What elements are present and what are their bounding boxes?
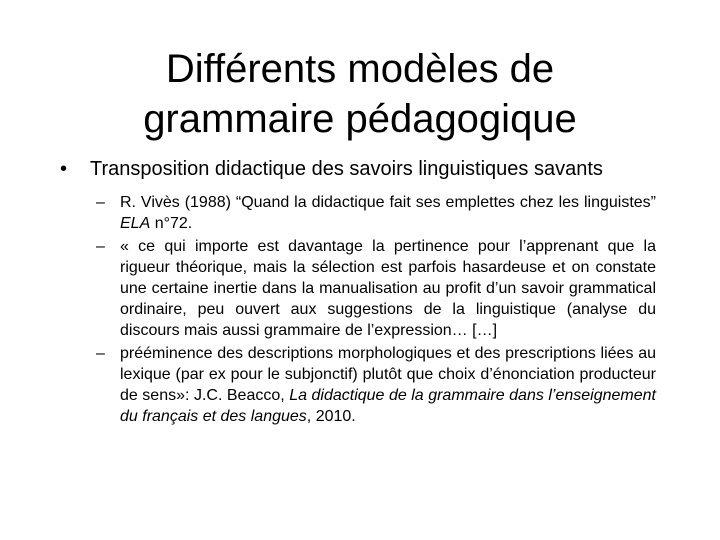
sub-text-plain: prééminence des descriptions morphologiques et des prescriptions liées au lexique (par ex pour le subjonctif) plutôt que choix d’énonciation producteur de sens»: J.C. Beacco, (120, 345, 656, 404)
sub-bullet-marker: – (96, 194, 105, 211)
book-title: La didactique de la grammaire dans l’enseignement du français et des langues (120, 387, 656, 425)
title-line-1: Différents modèles de (165, 47, 555, 91)
sub-bullet-item (60, 236, 656, 341)
sub-bullet-list (60, 192, 656, 427)
sub-bullet-marker: – (96, 345, 105, 362)
sub-bullet-text (120, 192, 656, 234)
slide-title (60, 44, 660, 144)
sub-bullet-marker: – (96, 238, 105, 255)
sub-bullet-text: « ce qui importe est davantage la pertinence pour l’apprenant que la rigueur théorique, mais la sélection est parfois hasardeuse et on constate une certaine inertie dans la manualisation au profit d’un savoir grammatical ordinaire, peu ouvert aux suggestions de la linguistique (analyse du discours mais aussi grammaire de l’expression… […] (120, 238, 656, 339)
bullet-item (60, 158, 656, 180)
sub-text-plain: R. Vivès (1988) “Quand la didactique fait ses emplettes chez les linguistes” (120, 194, 656, 211)
bullet-marker: • (60, 158, 68, 180)
slide-body (60, 158, 656, 429)
sub-bullet-text (120, 343, 656, 427)
journal-title: ELA (120, 215, 151, 232)
sub-bullet-item (60, 192, 656, 234)
sub-text-plain: , 2010. (306, 408, 356, 425)
title-line-2: grammaire pédagogique (143, 97, 577, 141)
bullet-text: Transposition didactique des savoirs linguistiques savants (90, 158, 603, 180)
sub-bullet-item (60, 343, 656, 427)
sub-text-plain: n°72. (150, 215, 193, 232)
